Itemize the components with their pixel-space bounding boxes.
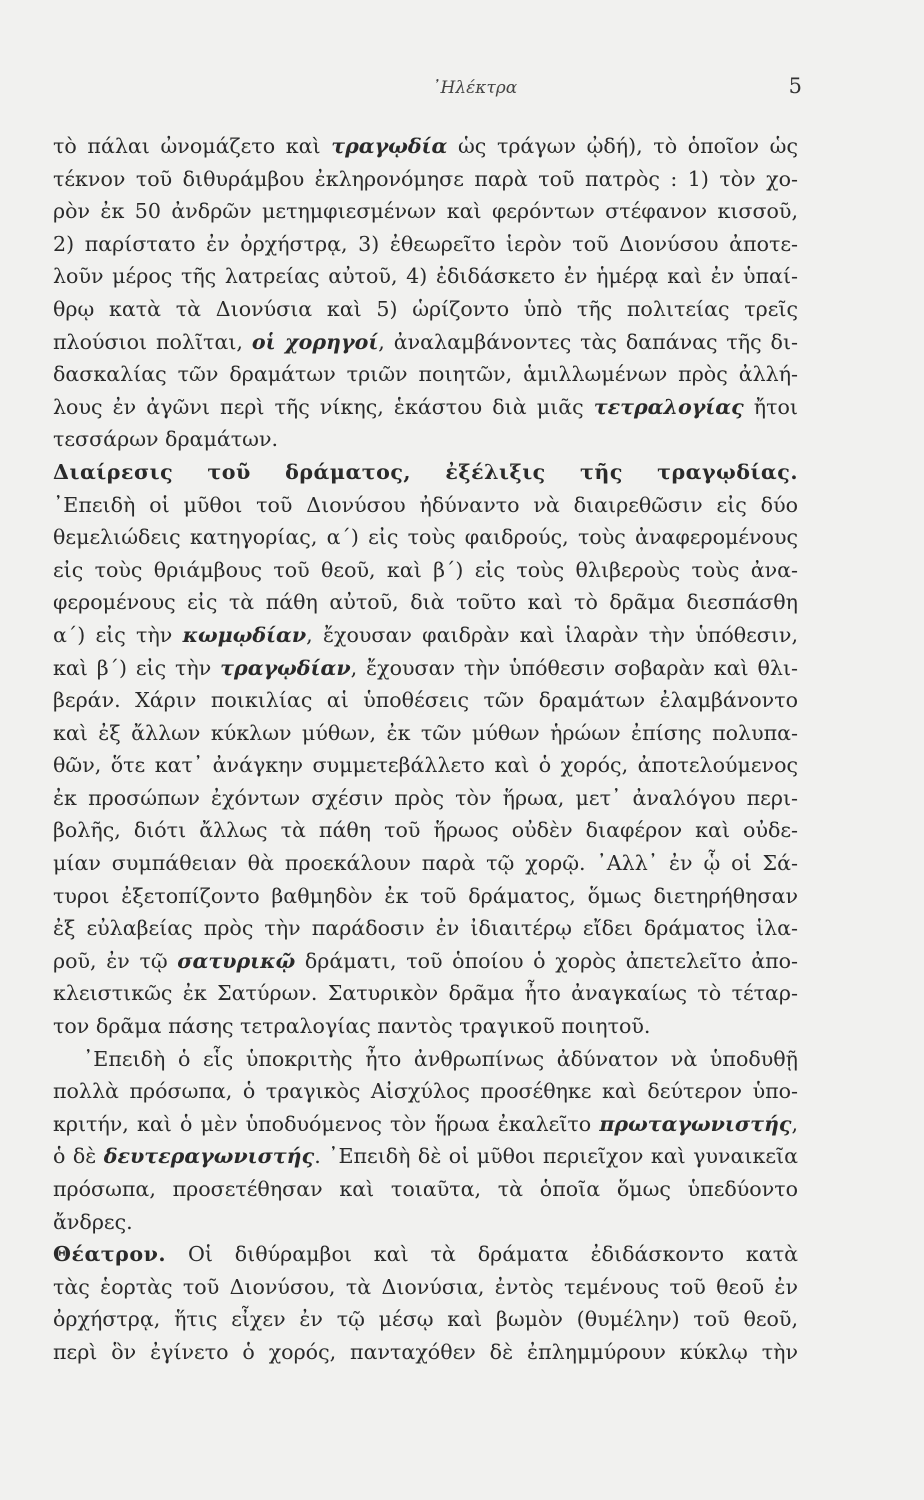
text-line: ἐκ προσώπων ἐχόντων σχέσιν πρὸς τὸν ἥρωα, μετ᾿ ἀναλόγου περι- [53, 785, 798, 810]
text-line: κλειστικῶς ἐκ Σατύρων. Σατυρικὸν δρᾶμα ἦτο ἀναγκαίως τὸ τέταρ- [53, 981, 798, 1006]
text-line: φερομένους εἰς τὰ πάθη αὐτοῦ, διὰ τοῦτο καὶ τὸ δρᾶμα διεσπάσθη [53, 590, 798, 615]
text-line: τεσσάρων δραμάτων. [53, 427, 279, 452]
text-line: πρόσωπα, προσετέθησαν καὶ τοιαῦτα, τὰ ὁποῖα ὅμως ὑπεδύοντο [53, 1177, 798, 1201]
text-line: ἐξ εὐλαβείας πρὸς τὴν παράδοσιν ἐν ἰδιαιτέρῳ εἴδει δράματος ἱλα- [53, 916, 798, 941]
text-line: θρῳ κατὰ τὰ Διονύσια καὶ 5) ὡρίζοντο ὑπὸ τῆς πολιτείας τρεῖς [53, 296, 798, 321]
page-header [60, 74, 802, 104]
term-tragodia: τραγῳδία [331, 134, 448, 158]
text-line: τέκνον τοῦ διθυράμβου ἐκληρονόμησε παρὰ τοῦ πατρὸς : 1) τὸν χο- [53, 166, 798, 191]
term-tragodia-2: τραγῳδίαν [220, 655, 351, 680]
text-line: κριτήν, καὶ ὁ μὲν ὑποδυόμενος τὸν ἥρωα ἐκαλεῖτο πρωταγωνιστής, [53, 1111, 798, 1136]
text-line: θεμελιώδεις κατηγορίας, α´) εἰς τοὺς φαιδρούς, τοὺς ἀναφερομένους [53, 525, 798, 550]
term-protagonistes: πρωταγωνιστής [599, 1111, 792, 1136]
text-line: τον δρᾶμα πάσης τετραλογίας παντὸς τραγικοῦ ποιητοῦ. [53, 1014, 651, 1039]
page-number: 5 [788, 74, 802, 98]
text-line: τυροι ἐξετοπίζοντο βαθμηδὸν ἐκ τοῦ δράματος, ὅμως διετηρήθησαν [53, 883, 798, 908]
text-line: βεράν. Χάριν ποικιλίας αἱ ὑποθέσεις τῶν δραμάτων ἐλαμβάνοντο [53, 688, 798, 713]
text-line: α´) εἰς τὴν κωμῳδίαν, ἔχουσαν φαιδρὰν καὶ ἱλαρὰν τὴν ὑπόθεσιν, [53, 622, 798, 647]
text-line: τὰς ἑορτὰς τοῦ Διονύσου, τὰ Διονύσια, ἐντὸς τεμένους τοῦ θεοῦ ἐν [53, 1274, 798, 1299]
text-line: ὁ δὲ δευτεραγωνιστής. ᾿Επειδὴ δὲ οἱ μῦθοι περιεῖχον καὶ γυναικεῖα [53, 1144, 798, 1169]
text-line: πλούσιοι πολῖται, οἱ χορηγοί, ἀναλαμβάνοντες τὰς δαπάνας τῆς δι- [53, 329, 798, 354]
term-deuteragonistes: δευτεραγωνιστής [103, 1144, 315, 1169]
text-line: πολλὰ πρόσωπα, ὁ τραγικὸς Αἰσχύλος προσέθηκε καὶ δεύτερον ὑπο- [53, 1079, 798, 1104]
text-line: εἰς τοὺς θριάμβους τοῦ θεοῦ, καὶ β´) εἰς τοὺς θλιβεροὺς τοὺς ἀνα- [53, 557, 798, 582]
text-line: δασκαλίας τῶν δραμάτων τριῶν ποιητῶν, ἁμιλλωμένων πρὸς ἀλλή- [53, 362, 798, 387]
text-line: ροῦ, ἐν τῷ σατυρικῷ δράματι, τοῦ ὁποίου ὁ χορὸς ἀπετελεῖτο ἀπο- [53, 948, 798, 973]
section-heading-theatre: Θέατρον. [53, 1242, 167, 1267]
text-line: βολῆς, διότι ἄλλως τὰ πάθη τοῦ ἥρωος οὐδὲν διαφέρον καὶ οὐδε- [53, 818, 798, 843]
section-heading: Διαίρεσις τοῦ δράματος, ἐξέλιξις τῆς τραγῳδίας. [53, 459, 798, 484]
text-line: καὶ β´) εἰς τὴν τραγῳδίαν, ἔχουσαν τὴν ὑπόθεσιν σοβαρὰν καὶ θλι- [53, 655, 798, 680]
term-choregoi: οἱ χορηγοί [251, 329, 379, 354]
text-line: ᾿Επειδὴ οἱ μῦθοι τοῦ Διονύσου ἠδύναντο νὰ διαιρεθῶσιν εἰς δύο [53, 492, 798, 517]
term-tetralogia: τετραλογίας [593, 394, 744, 419]
text-line: ὀρχήστρᾳ, ἥτις εἶχεν ἐν τῷ μέσῳ καὶ βωμὸν (θυμέλην) τοῦ θεοῦ, [53, 1307, 798, 1332]
body-text [53, 130, 798, 1369]
text-line: ρὸν ἐκ 50 ἀνδρῶν μετημφιεσμένων καὶ φερόντων στέφανον κισσοῦ, [53, 199, 798, 224]
term-komodia: κωμῳδίαν [182, 622, 307, 647]
term-satyrikon: σατυρικῷ [177, 948, 296, 973]
text-line: θῶν, ὅτε κατ᾿ ἀνάγκην συμμετεβάλλετο καὶ ὁ χορός, ἀποτελούμενος [53, 753, 798, 778]
text-line: μίαν συμπάθειαν θὰ προεκάλουν παρὰ τῷ χορῷ. ᾿Αλλ᾿ ἐν ᾧ οἱ Σά- [53, 851, 798, 876]
text-line: περὶ ὃν ἐγίνετο ὁ χορός, πανταχόθεν δὲ ἐπλημμύρουν κύκλῳ τὴν [53, 1339, 798, 1364]
text-line: ᾿Επειδὴ ὁ εἷς ὑποκριτὴς ἦτο ἀνθρωπίνως ἀδύνατον νὰ ὑποδυθῇ [83, 1046, 798, 1071]
running-title: ᾿Ηλέκτρα [432, 78, 518, 98]
text-line: ἄνδρες. [53, 1209, 133, 1234]
text-line: λοῦν μέρος τῆς λατρείας αὐτοῦ, 4) ἐδιδάσκετο ἐν ἡμέρᾳ καὶ ἐν ὑπαί- [53, 264, 798, 289]
text-line: καὶ ἐξ ἄλλων κύκλων μύθων, ἐκ τῶν μύθων ἡρώων ἐπίσης πολυπα- [53, 720, 798, 745]
text-line: Θέατρον. Οἱ διθύραμβοι καὶ τὰ δράματα ἐδιδάσκοντο κατὰ [53, 1242, 798, 1267]
text-line: λους ἐν ἀγῶνι περὶ τῆς νίκης, ἑκάστου διὰ μιᾶς τετραλογίας ἤτοι [53, 394, 798, 419]
text-line: 2) παρίστατο ἐν ὀρχήστρᾳ, 3) ἐθεωρεῖτο ἱερὸν τοῦ Διονύσου ἀποτε- [53, 231, 798, 256]
text-line: τὸ πάλαι ὠνομάζετο καὶ τραγῳδία ὡς τράγων ᾠδή), τὸ ὁποῖον ὡς [53, 134, 798, 158]
